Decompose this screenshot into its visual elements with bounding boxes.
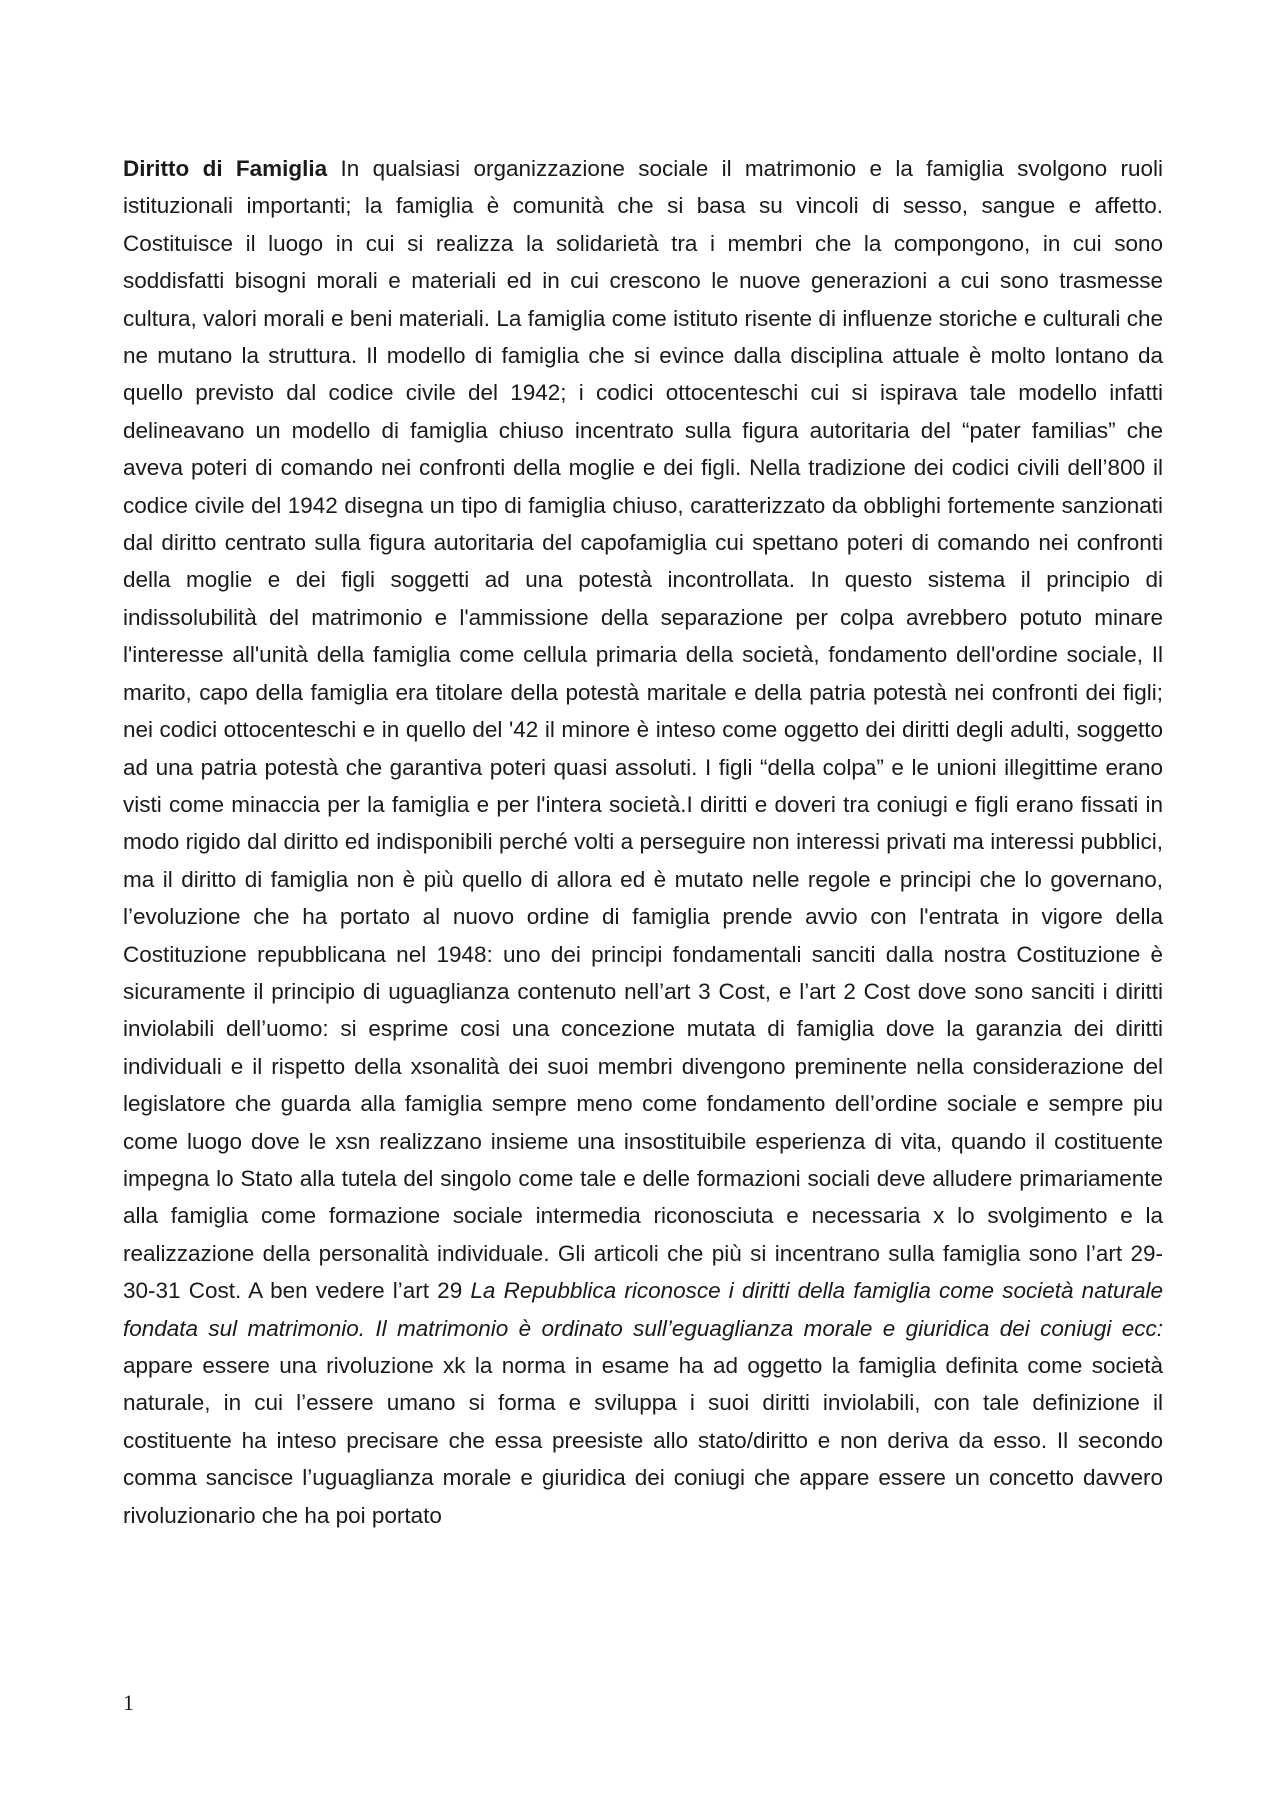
page-number: 1: [123, 1690, 134, 1715]
body-paragraph: [123, 150, 1163, 1534]
paragraph-text-part1: In qualsiasi organizzazione sociale il matrimonio e la famiglia svolgono ruoli istituzionali importanti; la famiglia è comunità che si basa su vincoli di sesso, sangue e affetto. Costituisce il luogo in cui si realizza la solidarietà tra i membri che la compongono, in cui sono soddisfatti bisogni morali e materiali ed in cui crescono le nuove generazioni a cui sono trasmesse cultura, valori morali e beni materiali. La famiglia come istituto risente di influenze storiche e culturali che ne mutano la struttura. Il modello di famiglia che si evince dalla disciplina attuale è molto lontano da quello previsto dal codice civile del 1942; i codici ottocenteschi cui si ispirava tale modello infatti delineavano un modello di famiglia chiuso incentrato sulla figura autoritaria del “pater familias” che aveva poteri di comando nei confronti della moglie e dei figli. Nella tradizione dei codici civili dell’800 il codice civile del 1942 disegna un tipo di famiglia chiuso, caratterizzato da obblighi fortemente sanzionati dal diritto centrato sulla figura autoritaria del capofamiglia cui spettano poteri di comando nei confronti della moglie e dei figli soggetti ad una potestà incontrollata. In questo sistema il principio di indissolubilità del matrimonio e l'ammissione della separazione per colpa avrebbero potuto minare l'interesse all'unità della famiglia come cellula primaria della società, fondamento dell'ordine sociale, Il marito, capo della famiglia era titolare della potestà maritale e della patria potestà nei confronti dei figli; nei codici ottocenteschi e in quello del '42 il minore è inteso come oggetto dei diritti degli adulti, soggetto ad una patria potestà che garantiva poteri quasi assoluti. I figli “della colpa” e le unioni illegittime erano visti come minaccia per la famiglia e per l'intera società.I diritti e doveri tra coniugi e figli erano fissati in modo rigido dal diritto ed indisponibili perché volti a perseguire non interessi privati ma interessi pubblici, ma il diritto di famiglia non è più quello di allora ed è mutato nelle regole e principi che lo governano, l’evoluzione che ha portato al nuovo ordine di famiglia prende avvio con l'entrata in vigore della Costituzione repubblicana nel 1948: uno dei principi fondamentali sanciti dalla nostra Costituzione è sicuramente il principio di uguaglianza contenuto nell’art 3 Cost, e l’art 2 Cost dove sono sanciti i diritti inviolabili dell’uomo: si esprime cosi una concezione mutata di famiglia dove la garanzia dei diritti individuali e il rispetto della xsonalità dei suoi membri divengono preminente nella considerazione del legislatore che guarda alla famiglia sempre meno come fondamento dell’ordine sociale e sempre piu come luogo dove le xsn realizzano insieme una insostituibile esperienza di vita, quando il costituente impegna lo Stato alla tutela del singolo come tale e delle formazioni sociali deve alludere primariamente alla famiglia come formazione sociale intermedia riconosciuta e necessaria x lo svolgimento e la realizzazione della personalità individuale. Gli articoli che più si incentrano sulla famiglia sono l’art 29-30-31 Cost. A ben vedere l’art 29: [123, 156, 1163, 1304]
paragraph-text-part2: appare essere una rivoluzione xk la norma in esame ha ad oggetto la famiglia definita come società naturale, in cui l’essere umano si forma e sviluppa i suoi diritti inviolabili, con tale definizione il costituente ha inteso precisare che essa preesiste allo stato/diritto e non deriva da esso. Il secondo comma sancisce l’uguaglianza morale e giuridica dei coniugi che appare essere un concetto davvero rivoluzionario che ha poi portato: [123, 1353, 1163, 1528]
italic-constitution-quote: La Repubblica riconosce i diritti della famiglia come società naturale fondata sul matrimonio. Il matrimonio è ordinato sull’eguaglianza morale e giuridica dei coniugi ecc:: [123, 1278, 1163, 1341]
document-heading: Diritto di Famiglia: [123, 156, 328, 181]
